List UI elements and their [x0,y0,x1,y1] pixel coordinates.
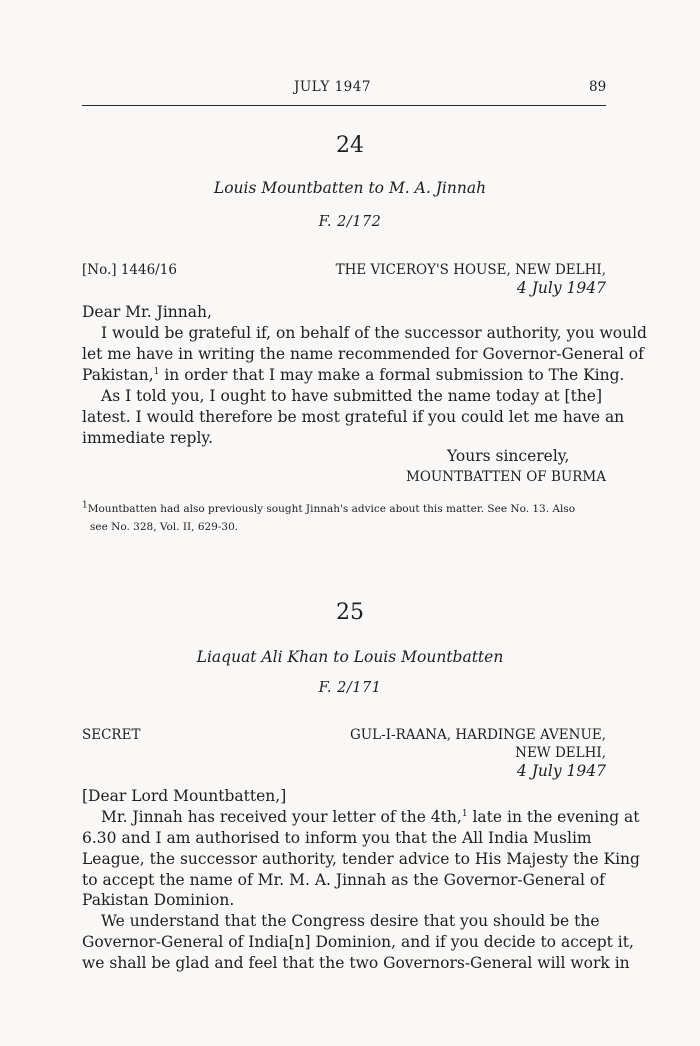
doc24-line-4: As I told you, I ought to have submitted the name today at [the] [101,387,603,405]
doc25-line-4: to accept the name of Mr. M. A. Jinnah as the Governor-General of [82,871,605,889]
doc24-line-6: immediate reply. [82,429,214,447]
doc25-file-ref: F. 2/171 [318,680,382,696]
doc24-address: THE VICEROY'S HOUSE, NEW DELHI, [335,262,606,278]
doc24-date: 4 July 1947 [516,279,606,297]
header-rule [82,105,606,106]
doc24-ref-no: [No.] 1446/16 [82,262,177,278]
doc25-line-1 [101,808,640,826]
doc24-line-5: latest. I would therefore be most grateful if you could let me have an [82,408,625,426]
doc25-salutation: [Dear Lord Mountbatten,] [82,787,287,805]
doc24-salutation: Dear Mr. Jinnah, [82,303,212,321]
doc25-line-1b: late in the evening at [467,808,640,826]
doc25-address-line-1: GUL-I-RAANA, HARDINGE AVENUE, [350,727,606,743]
doc24-closing: Yours sincerely, [447,447,570,465]
page-number: 89 [589,79,607,95]
doc24-file-ref: F. 2/172 [318,214,382,230]
doc25-line-5: Pakistan Dominion. [82,891,235,909]
footnote-marker: 1 [153,366,160,377]
doc24-signature: MOUNTBATTEN OF BURMA [406,469,606,485]
doc24-line-3 [82,366,624,384]
doc25-line-6: We understand that the Congress desire that you should be the [101,912,600,930]
footnote-marker: 1 [82,500,88,511]
footnote-text: Mountbatten had also previously sought Jinnah's advice about this matter. See No. 13. Also [87,503,576,515]
doc25-classification: SECRET [82,727,141,743]
doc24-footnote-2: see No. 328, Vol. II, 629-30. [90,521,239,533]
doc24-line-2: let me have in writing the name recommended for Governor-General of [82,345,644,363]
footnote-marker: 1 [461,808,468,819]
doc24-footnote-1 [82,500,576,515]
doc24-number: 24 [336,133,364,158]
doc24-line-1: I would be grateful if, on behalf of the successor authority, you would [101,324,647,342]
doc25-line-1a: Mr. Jinnah has received your letter of the 4th, [101,808,462,826]
doc25-date: 4 July 1947 [516,762,606,780]
doc24-line-3a: Pakistan, [82,366,154,384]
doc24-line-3b: in order that I may make a formal submission to The King. [164,366,625,384]
doc24-title: Louis Mountbatten to M. A. Jinnah [213,179,487,197]
doc25-number: 25 [336,600,364,625]
doc25-line-2: 6.30 and I am authorised to inform you that the All India Muslim [82,829,592,847]
running-head: JULY 1947 [294,79,371,95]
doc25-line-7: Governor-General of India[n] Dominion, and if you decide to accept it, [82,933,634,951]
doc25-line-8: we shall be glad and feel that the two Governors-General will work in [82,954,630,972]
doc25-title: Liaquat Ali Khan to Louis Mountbatten [196,648,504,666]
doc25-address-line-2: NEW DELHI, [515,745,606,761]
doc25-line-3: League, the successor authority, tender advice to His Majesty the King [82,850,640,868]
